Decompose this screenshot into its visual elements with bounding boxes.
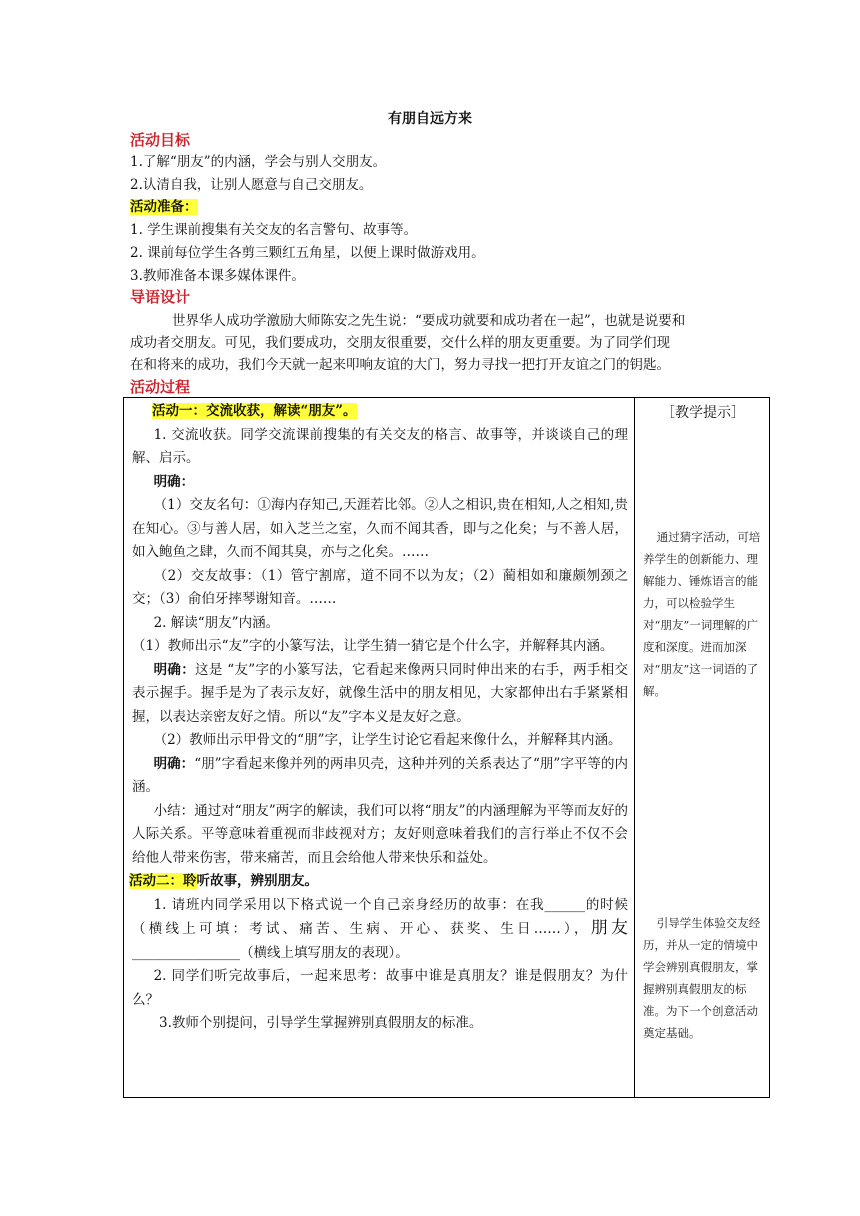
tips-cell [635, 398, 770, 1098]
activity1-step1: 1. 交流收获。同学交流课前搜集的有关交友的格言、故事等，并谈谈自己的理解、启示。 [132, 426, 628, 466]
activity1-step2: 2. 解读“朋友”内涵。 [153, 614, 280, 631]
intro-heading: 导语设计 [130, 288, 191, 306]
activity2-step3: 3.教师个别提问，引导学生掌握辨别真假朋友的标准。 [159, 1015, 483, 1031]
activity1-summary: 小结：通过对“朋友”两字的解读，我们可以将“朋友”的内涵理解为平等而友好的人际关系。平等意味着重视而非歧视对方；友好则意味着我们的言行举止不仅不会给他人带来伤害，带来痛苦，而且会给他人带来快乐和益处。 [132, 802, 628, 866]
activity1-stories: （2）交友故事：（1）管宁割席，道不同不以为友；（2）蔺相如和廉颇刎颈之交；（3）俞伯牙摔琴谢知音。…… [132, 567, 628, 607]
intro-line: 成功者交朋友。可见，我们要成功，交朋友很重要，交什么样的朋友更重要。为了同学们现 [130, 335, 670, 351]
tips-note: 引导学生体验交友经历，并从一定的情境中学会辨别真假朋友，掌握辨别真假朋友的标准。为下一个创意活动奠定基础。 [643, 916, 761, 1040]
tips-note: 通过猜字活动，可培养学生的创新能力、理解能力、锤炼语言的能力，可以检验学生对“朋友”一词理解的广度和深度。进而加深对“朋友”这一词语的了解。 [643, 530, 761, 698]
intro-line: 世界华人成功学激励大师陈安之先生说：“要成功就要和成功者在一起”，也就是说要和 [172, 313, 686, 329]
activity2-step2: 2. 同学们听完故事后，一起来思考：故事中谁是真朋友？谁是假朋友？为什么？ [132, 968, 628, 1008]
activity2-step1: 1. 请班内同学采用以下格式说一个自己亲身经历的故事：在我______的时候（横线上可填：考试、痛苦、生病、开心、获奖、生日……），朋友________________（横线上填写朋友的表现）。 [132, 896, 629, 961]
prep-item: 1. 学生课前搜集有关交友的名言警句、故事等。 [130, 222, 418, 238]
goal-item: 1.了解“朋友”的内涵，学会与别人交朋友。 [130, 154, 387, 170]
intro-line: 在和将来的成功，我们今天就一起来叩响友谊的大门，努力寻找一把打开友谊之门的钥匙。 [130, 357, 670, 373]
activity1-clarify2: 明确：这是 “友”字的小篆写法，它看起来像两只同时伸出来的右手，两手相交表示握手。握手是为了表示友好，就像生活中的朋友相见，大家都伸出右手紧紧相握，以表达亲密友好之情。所以“友”字本义是友好之意。 [132, 661, 629, 725]
activity2-title: 活动二：聆听故事，辨别朋友。 [129, 873, 318, 889]
prep-heading [130, 197, 198, 217]
tips-heading: ［教学提示］ [661, 405, 745, 421]
process-table [123, 397, 770, 1098]
activity1-sub2: （2）教师出示甲骨文的“朋”字，让学生讨论它看起来像什么，并解释其内涵。 [153, 732, 622, 748]
goal-item: 2.认清自我，让别人愿意与自己交朋友。 [130, 177, 373, 193]
process-heading: 活动过程 [130, 378, 191, 396]
page-title: 有朋自远方来 [388, 111, 472, 127]
activity1-quotes: （1）交友名句：①海内存知己,天涯若比邻。②人之相识,贵在相知,人之相知,贵在知心。③与善人居，如入芝兰之室，久而不闻其香，即与之化矣；与不善人居，如入鲍鱼之肆，久而不闻其臭，亦与之化矣。…… [132, 497, 628, 560]
process-main-cell [124, 398, 635, 1098]
activity1-sub1: （1）教师出示“友”字的小篆写法，让学生猜一猜它是个什么字，并解释其内涵。 [132, 638, 614, 654]
prep-item: 2. 课前每位学生各剪三颗红五角星，以便上课时做游戏用。 [130, 245, 485, 261]
prep-item: 3.教师准备本课多媒体课件。 [130, 268, 305, 284]
activity1-title: 活动一：交流收获，解读“朋友”。 [152, 403, 357, 419]
prep-heading-text: 活动准备： [130, 199, 198, 215]
goals-heading: 活动目标 [130, 131, 191, 149]
activity1-clarify3: 明确：“朋”字看起来像并列的两串贝壳，这种并列的关系表达了“朋”字平等的内涵。 [132, 755, 628, 795]
activity1-clarify-label: 明确： [153, 473, 195, 490]
